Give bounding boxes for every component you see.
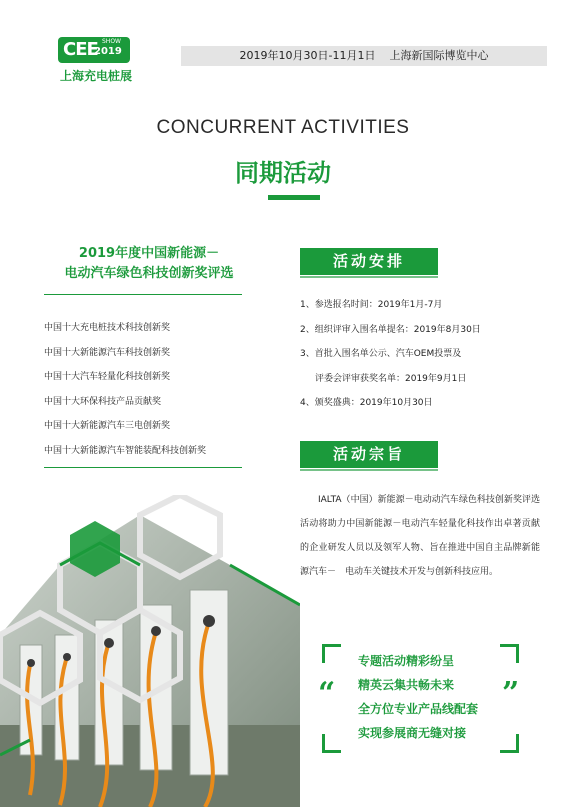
logo-show: SHOW xyxy=(102,38,121,45)
frame-corner xyxy=(500,734,519,753)
charging-station-photo xyxy=(0,495,300,807)
title-chinese: 同期活动 xyxy=(235,159,331,187)
frame-corner xyxy=(322,734,341,753)
purpose-text: IALTA（中国）新能源－电动动汽车绿色科技创新奖评选活动将助力中国新能源－电动汽车轻量化科技作出卓著贡献的企业研发人员以及领军人物、旨在推进中国自主品牌新能源汽车－ 电动车关键技术开发与创新科技应用。 xyxy=(300,495,540,577)
list-item: 中国十大充电桩技术科技创新奖 xyxy=(44,323,171,333)
slogan: 全方位专业产品线配套 xyxy=(358,702,479,716)
list-item: 中国十大新能源汽车三电创新奖 xyxy=(44,421,171,431)
divider xyxy=(44,467,242,468)
award-title-line1: 2019年度中国新能源－ xyxy=(78,246,220,261)
schedule-list xyxy=(300,297,481,420)
divider xyxy=(44,294,242,295)
award-title-line2: 电动汽车绿色科技创新奖评选 xyxy=(64,266,234,281)
slogan: 精英云集共畅未来 xyxy=(358,678,455,692)
list-item: 1、参选报名时间：2019年1月-7月 xyxy=(300,300,443,310)
list-item: 中国十大环保科技产品贡献奖 xyxy=(44,396,162,407)
logo-year: 2019 xyxy=(94,46,122,57)
purpose-badge: 活动宗旨 xyxy=(300,441,438,468)
quote-open-icon: “ xyxy=(318,676,336,711)
quote-close-icon: ” xyxy=(502,676,520,711)
title-underline xyxy=(268,195,320,200)
list-item: 中国十大汽车轻量化科技创新奖 xyxy=(44,372,171,382)
frame-corner xyxy=(500,644,519,663)
logo xyxy=(58,37,138,83)
list-item: 3、首批入围名单公示、汽车OEM投票及 xyxy=(300,349,462,359)
slogan-list xyxy=(358,652,478,748)
frame-corner xyxy=(322,644,341,663)
award-title xyxy=(44,244,254,284)
title-english: CONCURRENT ACTIVITIES xyxy=(156,117,410,138)
list-item: 2、组织评审入围名单提名：2019年8月30日 xyxy=(300,324,481,335)
list-item: 4、颁奖盛典：2019年10月30日 xyxy=(300,398,433,408)
schedule-badge: 活动安排 xyxy=(300,248,438,275)
slogan: 专题活动精彩纷呈 xyxy=(358,654,455,668)
logo-brand: CEE xyxy=(63,39,98,60)
date-venue-bar: 2019年10月30日-11月1日 上海新国际博览中心 xyxy=(181,46,547,66)
slogan: 实现参展商无缝对接 xyxy=(358,726,467,740)
list-item: 中国十大新能源汽车科技创新奖 xyxy=(44,347,171,358)
award-list xyxy=(44,320,206,467)
list-item: 中国十大新能源汽车智能装配科技创新奖 xyxy=(44,445,207,456)
logo-name: 上海充电桩展 xyxy=(60,69,133,83)
list-item: 评委会评审获奖名单：2019年9月1日 xyxy=(315,373,467,384)
